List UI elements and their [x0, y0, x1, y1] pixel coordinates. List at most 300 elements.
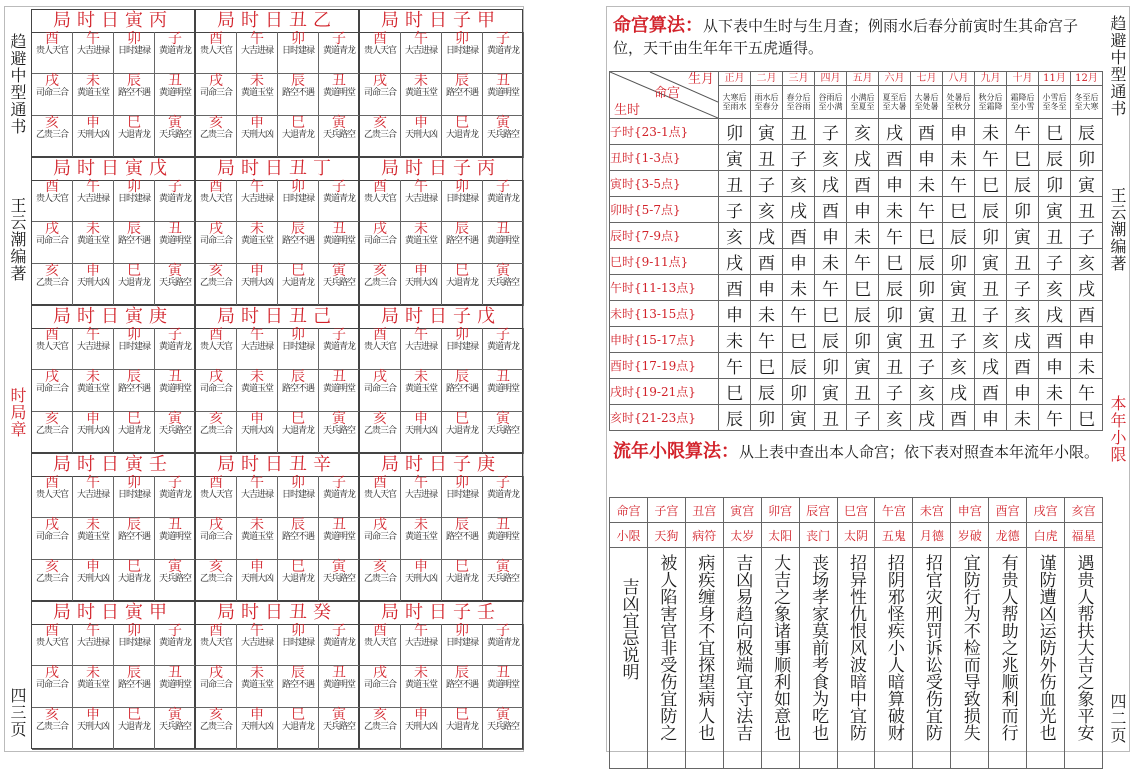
branch-cell: [155, 222, 196, 264]
branch-label: 巳: [291, 559, 305, 575]
palace-branch: 子: [1071, 223, 1103, 249]
branch-label: 酉: [45, 327, 59, 343]
branch-cell: [196, 180, 237, 222]
time-block: [195, 9, 359, 157]
branch-label: 亥: [373, 707, 387, 723]
branch-label: 子: [496, 475, 510, 491]
star-cell: 五鬼: [875, 523, 913, 548]
branch-cell: [114, 560, 155, 602]
palace-branch: 子: [719, 197, 751, 223]
branch-note: 大吉进禄: [76, 46, 109, 56]
palace-branch: 酉: [879, 145, 911, 171]
branch-note: 乙贵三合: [35, 574, 68, 584]
branch-note: 大退青龙: [281, 278, 314, 288]
branch-note: 大吉进禄: [240, 194, 273, 204]
palace-branch: 戌: [815, 171, 847, 197]
branch-label: 亥: [45, 707, 59, 723]
branch-note: 大退青龙: [117, 130, 150, 140]
palace-cell: 寅宫: [723, 498, 761, 523]
solar-term-range: 霜降后至小雪: [1007, 85, 1039, 118]
branch-note: 大吉进禄: [404, 342, 437, 352]
branch-cell: [360, 560, 401, 602]
branch-note: 日时建禄: [445, 638, 478, 648]
branch-note: 日时建禄: [117, 490, 150, 500]
palace-branch: 丑: [1007, 249, 1039, 275]
corner-hour-label: 生时: [614, 103, 641, 118]
branch-cell: [401, 708, 442, 750]
palace-branch: 子: [1007, 275, 1039, 301]
star-cell: 病符: [685, 523, 723, 548]
branch-label: 寅: [496, 411, 510, 427]
hour-label: 戌时{19-21点}: [610, 379, 719, 405]
palace-branch: 戌: [943, 379, 975, 405]
solar-term-range: 秋分后至霜降: [975, 85, 1007, 118]
branch-label: 戌: [45, 73, 59, 89]
branch-label: 子: [496, 179, 510, 195]
branch-label: 酉: [45, 179, 59, 195]
branch-note: 黄道青龙: [158, 46, 191, 56]
branch-cell: [278, 476, 319, 518]
branch-cell: [114, 180, 155, 222]
description-cell: [685, 548, 723, 769]
branch-label: 丑: [168, 517, 182, 533]
branch-label: 子: [496, 623, 510, 639]
branch-note: 天刑大凶: [76, 278, 109, 288]
month-header: 二月: [751, 72, 783, 86]
palace-branch: 申: [943, 119, 975, 145]
branch-label: 未: [414, 369, 428, 385]
branch-cell: [360, 264, 401, 306]
branch-cell: [155, 412, 196, 454]
palace-branch: 巳: [719, 379, 751, 405]
branch-label: 巳: [127, 263, 141, 279]
left-page-number: 四三页: [8, 687, 27, 738]
branch-label: 申: [86, 411, 100, 427]
palace-branch: 酉: [1071, 301, 1103, 327]
branch-label: 酉: [45, 31, 59, 47]
branch-note: 乙贵三合: [363, 574, 396, 584]
palace-branch: 戌: [1039, 301, 1071, 327]
branch-cell: [155, 708, 196, 750]
branch-label: 未: [414, 73, 428, 89]
branch-note: 司命三合: [35, 384, 68, 394]
description-cell: [761, 548, 799, 769]
branch-note: 天刑大凶: [76, 574, 109, 584]
section2-text: 从上表中查出本人命宫；依下表对照查本年流年小限。: [739, 443, 1100, 461]
branch-note: 司命三合: [35, 236, 68, 246]
branch-note: 路空不遇: [117, 236, 150, 246]
branch-note: 乙贵三合: [199, 130, 232, 140]
time-block: [195, 157, 359, 305]
time-block: [359, 601, 523, 749]
time-block-title: 局时日丑癸: [196, 602, 358, 625]
branch-cell: [401, 624, 442, 666]
palace-cell: 命宫: [610, 498, 648, 523]
branch-label: 寅: [168, 263, 182, 279]
branch-label: 卯: [127, 179, 141, 195]
right-chapter: 本年小限: [1108, 395, 1127, 463]
palace-branch: 寅: [783, 405, 815, 431]
palace-branch: 卯: [719, 119, 751, 145]
branch-cell: [483, 708, 524, 750]
branch-label: 亥: [373, 115, 387, 131]
solar-term-range: 谷雨后至小满: [815, 85, 847, 118]
branch-label: 申: [414, 115, 428, 131]
branch-note: 乙贵三合: [35, 278, 68, 288]
branch-cell: [32, 370, 73, 412]
description-cell: [723, 548, 761, 769]
branch-note: 天兵路空: [486, 722, 519, 732]
branch-note: 天兵路空: [322, 574, 355, 584]
month-header: 正月: [719, 72, 751, 86]
branch-label: 未: [86, 369, 100, 385]
palace-branch: 亥: [1071, 249, 1103, 275]
star-cell: 太阴: [837, 523, 875, 548]
palace-branch: 戌: [1007, 327, 1039, 353]
branch-label: 申: [250, 263, 264, 279]
branch-cell: [196, 476, 237, 518]
branch-note: 黄道明堂: [158, 384, 191, 394]
branch-note: 贵人天官: [35, 638, 68, 648]
branch-note: 日时建禄: [117, 342, 150, 352]
branch-cell: [196, 264, 237, 306]
branch-note: 天兵路空: [486, 278, 519, 288]
branch-note: 黄道明堂: [322, 384, 355, 394]
branch-note: 天兵路空: [486, 574, 519, 584]
branch-label: 寅: [332, 115, 346, 131]
branch-label: 午: [86, 623, 100, 639]
hour-label: 辰时{7-9点}: [610, 223, 719, 249]
hour-label: 午时{11-13点}: [610, 275, 719, 301]
palace-branch: 寅: [719, 145, 751, 171]
branch-note: 黄道明堂: [486, 88, 519, 98]
branch-note: 司命三合: [363, 236, 396, 246]
palace-branch: 亥: [751, 197, 783, 223]
branch-label: 子: [168, 475, 182, 491]
palace-branch: 辰: [751, 379, 783, 405]
branch-note: 乙贵三合: [363, 278, 396, 288]
branch-note: 乙贵三合: [363, 722, 396, 732]
branch-note: 黄道青龙: [486, 194, 519, 204]
branch-note: 黄道玉堂: [404, 680, 437, 690]
branch-label: 未: [250, 517, 264, 533]
branch-cell: [196, 708, 237, 750]
corner-palace-label: 命宫: [654, 86, 681, 101]
branch-label: 寅: [168, 559, 182, 575]
branch-note: 天兵路空: [158, 722, 191, 732]
palace-branch: 辰: [783, 353, 815, 379]
branch-label: 巳: [127, 411, 141, 427]
branch-cell: [237, 518, 278, 560]
branch-label: 辰: [291, 517, 305, 533]
time-block-title: 局时日寅戊: [32, 158, 194, 181]
branch-cell: [278, 518, 319, 560]
palace-cell: 午宫: [875, 498, 913, 523]
branch-cell: [319, 666, 360, 708]
branch-note: 黄道玉堂: [76, 236, 109, 246]
star-cell: 福星: [1065, 523, 1103, 548]
branch-cell: [196, 328, 237, 370]
palace-branch: 亥: [911, 379, 943, 405]
palace-branch: 亥: [719, 223, 751, 249]
branch-note: 日时建禄: [281, 194, 314, 204]
branch-label: 戌: [45, 221, 59, 237]
branch-note: 司命三合: [363, 88, 396, 98]
branch-label: 巳: [291, 411, 305, 427]
palace-branch: 辰: [975, 197, 1007, 223]
branch-label: 戌: [373, 665, 387, 681]
branch-label: 巳: [455, 115, 469, 131]
branch-cell: [319, 74, 360, 116]
branch-label: 卯: [291, 327, 305, 343]
palace-branch: 寅: [1039, 197, 1071, 223]
description-cell: [951, 548, 989, 769]
time-block: [195, 453, 359, 601]
branch-label: 申: [250, 707, 264, 723]
branch-label: 亥: [45, 115, 59, 131]
time-block-title: 局时日子戊: [360, 306, 522, 329]
branch-cell: [237, 708, 278, 750]
branch-cell: [442, 74, 483, 116]
branch-note: 大退青龙: [445, 278, 478, 288]
branch-cell: [114, 708, 155, 750]
palace-cell: 丑宫: [685, 498, 723, 523]
branch-cell: [278, 32, 319, 74]
right-page-number: 四二页: [1108, 693, 1127, 744]
branch-cell: [237, 222, 278, 264]
branch-label: 寅: [332, 707, 346, 723]
hour-label: 未时{13-15点}: [610, 301, 719, 327]
branch-note: 黄道明堂: [158, 88, 191, 98]
branch-label: 申: [250, 411, 264, 427]
branch-note: 大吉进禄: [240, 46, 273, 56]
branch-label: 子: [168, 31, 182, 47]
branch-note: 日时建禄: [117, 194, 150, 204]
branch-note: 贵人天官: [363, 46, 396, 56]
branch-note: 天兵路空: [322, 722, 355, 732]
branch-label: 寅: [332, 559, 346, 575]
hour-row: [610, 223, 1103, 249]
branch-note: 司命三合: [199, 88, 232, 98]
branch-label: 亥: [373, 263, 387, 279]
hour-row: [610, 405, 1103, 431]
hour-label: 申时{15-17点}: [610, 327, 719, 353]
branch-cell: [32, 116, 73, 158]
branch-note: 黄道玉堂: [76, 384, 109, 394]
month-header: 11月: [1039, 72, 1071, 86]
branch-note: 黄道玉堂: [76, 88, 109, 98]
solar-term-range: 小雪后至冬至: [1039, 85, 1071, 118]
hour-label: 子时{23-1点}: [610, 119, 719, 145]
branch-label: 亥: [45, 263, 59, 279]
branch-label: 戌: [373, 517, 387, 533]
palace-branch: 未: [911, 171, 943, 197]
branch-cell: [114, 116, 155, 158]
branch-cell: [278, 666, 319, 708]
palace-branch: 丑: [783, 119, 815, 145]
palace-branch: 卯: [1007, 197, 1039, 223]
branch-note: 路空不遇: [117, 88, 150, 98]
branch-label: 酉: [209, 31, 223, 47]
branch-cell: [483, 222, 524, 264]
description-text: 被人陷害官非受伤宜防之: [656, 554, 677, 741]
branch-note: 天兵路空: [486, 426, 519, 436]
branch-label: 辰: [127, 665, 141, 681]
palace-cell: 戌宫: [1027, 498, 1065, 523]
branch-note: 黄道青龙: [322, 638, 355, 648]
palace-branch: 亥: [783, 171, 815, 197]
branch-note: 天刑大凶: [240, 722, 273, 732]
branch-note: 大吉进禄: [76, 194, 109, 204]
branch-label: 未: [86, 517, 100, 533]
palace-branch: 午: [911, 197, 943, 223]
hour-label: 卯时{5-7点}: [610, 197, 719, 223]
palace-branch: 戌: [751, 223, 783, 249]
branch-cell: [237, 116, 278, 158]
branch-cell: [237, 32, 278, 74]
time-block-title: 局时日寅丙: [32, 10, 194, 33]
branch-cell: [360, 476, 401, 518]
branch-note: 黄道玉堂: [240, 384, 273, 394]
branch-cell: [278, 370, 319, 412]
palace-branch: 卯: [847, 327, 879, 353]
branch-label: 巳: [455, 263, 469, 279]
palace-branch: 申: [1071, 327, 1103, 353]
branch-label: 丑: [332, 73, 346, 89]
palace-branch: 午: [975, 145, 1007, 171]
palace-branch: 寅: [847, 353, 879, 379]
branch-cell: [155, 74, 196, 116]
branch-cell: [319, 222, 360, 264]
branch-cell: [114, 74, 155, 116]
star-cell: 白虎: [1027, 523, 1065, 548]
branch-cell: [360, 624, 401, 666]
month-header: 12月: [1071, 72, 1103, 86]
palace-cell: 未宫: [913, 498, 951, 523]
palace-branch: 巳: [847, 275, 879, 301]
branch-label: 辰: [127, 517, 141, 533]
branch-cell: [114, 328, 155, 370]
branch-note: 贵人天官: [35, 342, 68, 352]
left-chapter: 时局章: [8, 387, 27, 438]
branch-label: 卯: [127, 623, 141, 639]
branch-label: 辰: [455, 369, 469, 385]
time-block: [31, 601, 195, 749]
palace-branch: 子: [911, 353, 943, 379]
right-side-column: [1105, 7, 1129, 751]
branch-cell: [278, 412, 319, 454]
branch-cell: [32, 518, 73, 560]
palace-branch: 酉: [847, 171, 879, 197]
branch-label: 子: [168, 179, 182, 195]
branch-note: 黄道玉堂: [240, 88, 273, 98]
solar-term-range: 夏至后至大暑: [879, 85, 911, 118]
branch-cell: [360, 328, 401, 370]
branch-label: 丑: [496, 517, 510, 533]
palace-branch: 戌: [719, 249, 751, 275]
branch-cell: [237, 370, 278, 412]
branch-cell: [360, 222, 401, 264]
branch-note: 黄道明堂: [486, 236, 519, 246]
branch-note: 黄道青龙: [486, 342, 519, 352]
branch-label: 午: [86, 179, 100, 195]
branch-note: 大吉进禄: [240, 342, 273, 352]
branch-label: 丑: [332, 665, 346, 681]
solar-term-range: 大暑后至处暑: [911, 85, 943, 118]
left-author: 王云潮编著: [8, 197, 27, 282]
palace-branch: 丑: [719, 171, 751, 197]
palace-branch: 亥: [879, 405, 911, 431]
branch-cell: [483, 180, 524, 222]
branch-note: 乙贵三合: [199, 574, 232, 584]
branch-cell: [360, 708, 401, 750]
branch-label: 辰: [127, 369, 141, 385]
description-text: 招阴邪怪疾小人暗算破财: [883, 554, 904, 741]
month-header: 七月: [911, 72, 943, 86]
branch-label: 酉: [209, 475, 223, 491]
branch-cell: [237, 412, 278, 454]
palace-branch: 卯: [1039, 171, 1071, 197]
branch-note: 黄道明堂: [486, 532, 519, 542]
palace-branch: 酉: [1007, 353, 1039, 379]
branch-cell: [32, 412, 73, 454]
branch-note: 天刑大凶: [76, 722, 109, 732]
branch-note: 乙贵三合: [35, 130, 68, 140]
branch-label: 亥: [373, 411, 387, 427]
description-label-cell: [610, 548, 648, 769]
branch-cell: [442, 328, 483, 370]
palace-branch: 申: [1039, 353, 1071, 379]
hour-row: [610, 119, 1103, 145]
branch-note: 大吉进禄: [404, 638, 437, 648]
branch-label: 酉: [373, 623, 387, 639]
branch-label: 午: [86, 475, 100, 491]
hour-row: [610, 379, 1103, 405]
time-block-title: 局时日寅庚: [32, 306, 194, 329]
time-block: [195, 601, 359, 749]
palace-branch: 未: [815, 249, 847, 275]
branch-label: 子: [496, 31, 510, 47]
palace-branch: 酉: [783, 223, 815, 249]
palace-branch: 丑: [815, 405, 847, 431]
branch-cell: [442, 666, 483, 708]
palace-branch: 巳: [943, 197, 975, 223]
palace-branch: 巳: [1071, 405, 1103, 431]
branch-label: 未: [250, 221, 264, 237]
description-text: 有贵人帮助之兆顺利而行: [997, 554, 1018, 741]
branch-cell: [442, 222, 483, 264]
hour-label: 巳时{9-11点}: [610, 249, 719, 275]
branch-note: 黄道明堂: [158, 532, 191, 542]
palace-branch: 未: [783, 275, 815, 301]
time-block: [31, 157, 195, 305]
palace-branch: 巳: [975, 171, 1007, 197]
branch-note: 大退青龙: [281, 426, 314, 436]
palace-branch: 丑: [911, 327, 943, 353]
branch-label: 亥: [209, 115, 223, 131]
branch-note: 黄道明堂: [322, 88, 355, 98]
palace-branch: 巳: [1039, 119, 1071, 145]
palace-branch: 亥: [975, 327, 1007, 353]
branch-cell: [237, 666, 278, 708]
branch-label: 巳: [127, 559, 141, 575]
branch-cell: [483, 560, 524, 602]
branch-label: 酉: [373, 31, 387, 47]
branch-cell: [483, 32, 524, 74]
branch-note: 大吉进禄: [76, 638, 109, 648]
branch-label: 辰: [127, 73, 141, 89]
branch-cell: [483, 328, 524, 370]
